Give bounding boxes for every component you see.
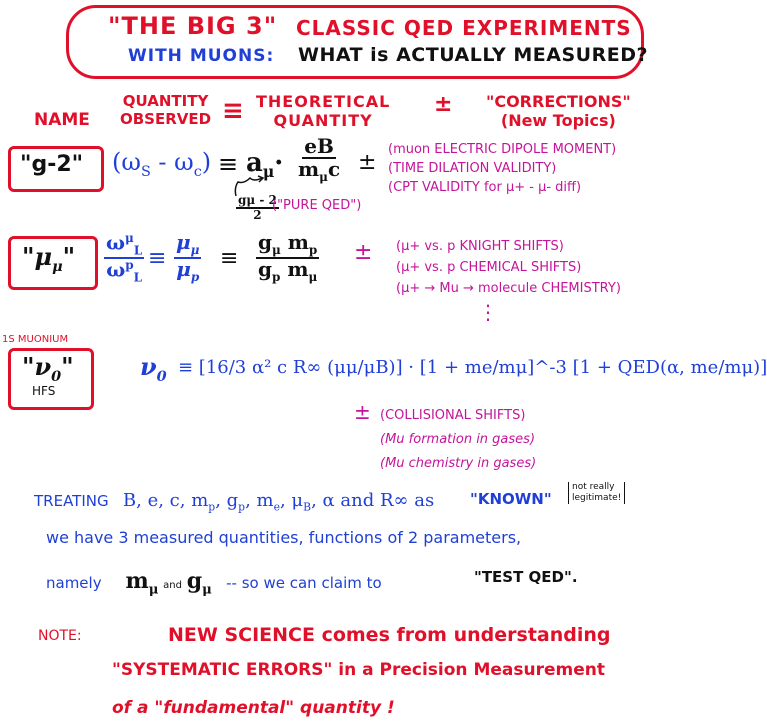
header-quantity-observed: QUANTITY OBSERVED bbox=[120, 92, 212, 128]
row-nu-formula: ≡ [16/3 α² c R∞ (μμ/μB)] · [1 + me/mμ]^-3 [1 + QED(α, me/mμ)] bbox=[178, 357, 767, 378]
header-theoretical: THEORETICAL QUANTITY bbox=[256, 92, 391, 130]
row-mu-equiv1: ≡ bbox=[148, 246, 167, 271]
row-g2-equiv: ≡ bbox=[218, 150, 239, 178]
row-nu-lhs: $\nu_0$ bbox=[140, 352, 167, 385]
title-line2-left: WITH MUONS: bbox=[128, 46, 275, 66]
title-line1-left: "THE BIG 3" bbox=[108, 12, 278, 40]
row-mu-equiv2: ≡ bbox=[220, 246, 239, 271]
row-mu-dots: ⋮ bbox=[478, 300, 498, 324]
row-g2-pure-qed: ("PURE QED") bbox=[272, 198, 362, 213]
treating-line3: namely $m_\mu$ and $g_\mu$ -- so we can claim to bbox=[46, 568, 382, 598]
title-line2-right: WHAT is ACTUALLY MEASURED? bbox=[298, 44, 648, 66]
header-pm: ± bbox=[434, 92, 453, 117]
header-corrections: "CORRECTIONS" (New Topics) bbox=[486, 92, 631, 130]
row-g2-pm: ± bbox=[358, 150, 377, 175]
not-really-note: not really legitimate! bbox=[568, 482, 625, 504]
row-g2-fraction: $\frac{eB}{m_\mu c}$ bbox=[298, 134, 341, 184]
header-name: NAME bbox=[34, 110, 90, 130]
title-line1-right: CLASSIC QED EXPERIMENTS bbox=[296, 16, 632, 40]
row-mu-corrections: (μ+ vs. p KNIGHT SHIFTS) (μ+ vs. p CHEMICAL SHIFTS) (μ+ → Mu → molecule CHEMISTRY) bbox=[396, 239, 621, 296]
treating-line1: TREATING B, e, c, $m_p$, $g_p$, $m_e$, $\mu_B$, α and R∞ as bbox=[34, 490, 435, 514]
row-nu-corrections: (COLLISIONAL SHIFTS) (Mu formation in gases) (Mu chemistry in gases) bbox=[380, 408, 537, 471]
treating-line2: we have 3 measured quantities, functions of 2 parameters, bbox=[46, 528, 522, 547]
row-mu-g-ratio: $\frac{g_\mu m_p}{g_p m_\mu}$ bbox=[258, 230, 318, 284]
row-mu-moment-ratio: $\frac{\mu_\mu}{\mu_p}$ bbox=[176, 230, 200, 284]
row-nu-prefix: 1S MUONIUM bbox=[2, 334, 69, 345]
test-qed: "TEST QED". bbox=[474, 568, 578, 586]
note-line2: "SYSTEMATIC ERRORS" in a Precision Measurement bbox=[112, 660, 605, 680]
known-label: "KNOWN" bbox=[470, 490, 552, 508]
row-g2-observed: $(\omega_S - \omega_c)$ bbox=[112, 148, 212, 180]
row-mu-pm: ± bbox=[354, 240, 373, 265]
note-line3: of a "fundamental" quantity ! bbox=[112, 698, 395, 718]
note-line1: NEW SCIENCE comes from understanding bbox=[168, 624, 611, 646]
row-nu-hfs: HFS bbox=[32, 384, 56, 398]
row-g2-gfrac: $\frac{g\mu - 2}{2}$ bbox=[238, 193, 277, 222]
row-g2-a: $a_\mu\cdot$ bbox=[246, 148, 284, 182]
row-g2-corrections: (muon ELECTRIC DIPOLE MOMENT) (TIME DILATION VALIDITY) (CPT VALIDITY for μ+ - μ- diff) bbox=[388, 142, 617, 195]
note-label: NOTE: bbox=[38, 628, 82, 644]
row-nu-pm: ± bbox=[354, 400, 371, 424]
header-equiv: ≡ bbox=[222, 96, 244, 126]
row-mu-omega-ratio: $\frac{\omega^\mu_L}{\omega^p_L}$ bbox=[106, 230, 143, 285]
row-g2-name: "g-2" bbox=[20, 152, 84, 177]
row-mu-name: "$\mu_\mu$" bbox=[22, 242, 76, 275]
row-nu-name: "$\nu_0$" bbox=[22, 352, 74, 385]
